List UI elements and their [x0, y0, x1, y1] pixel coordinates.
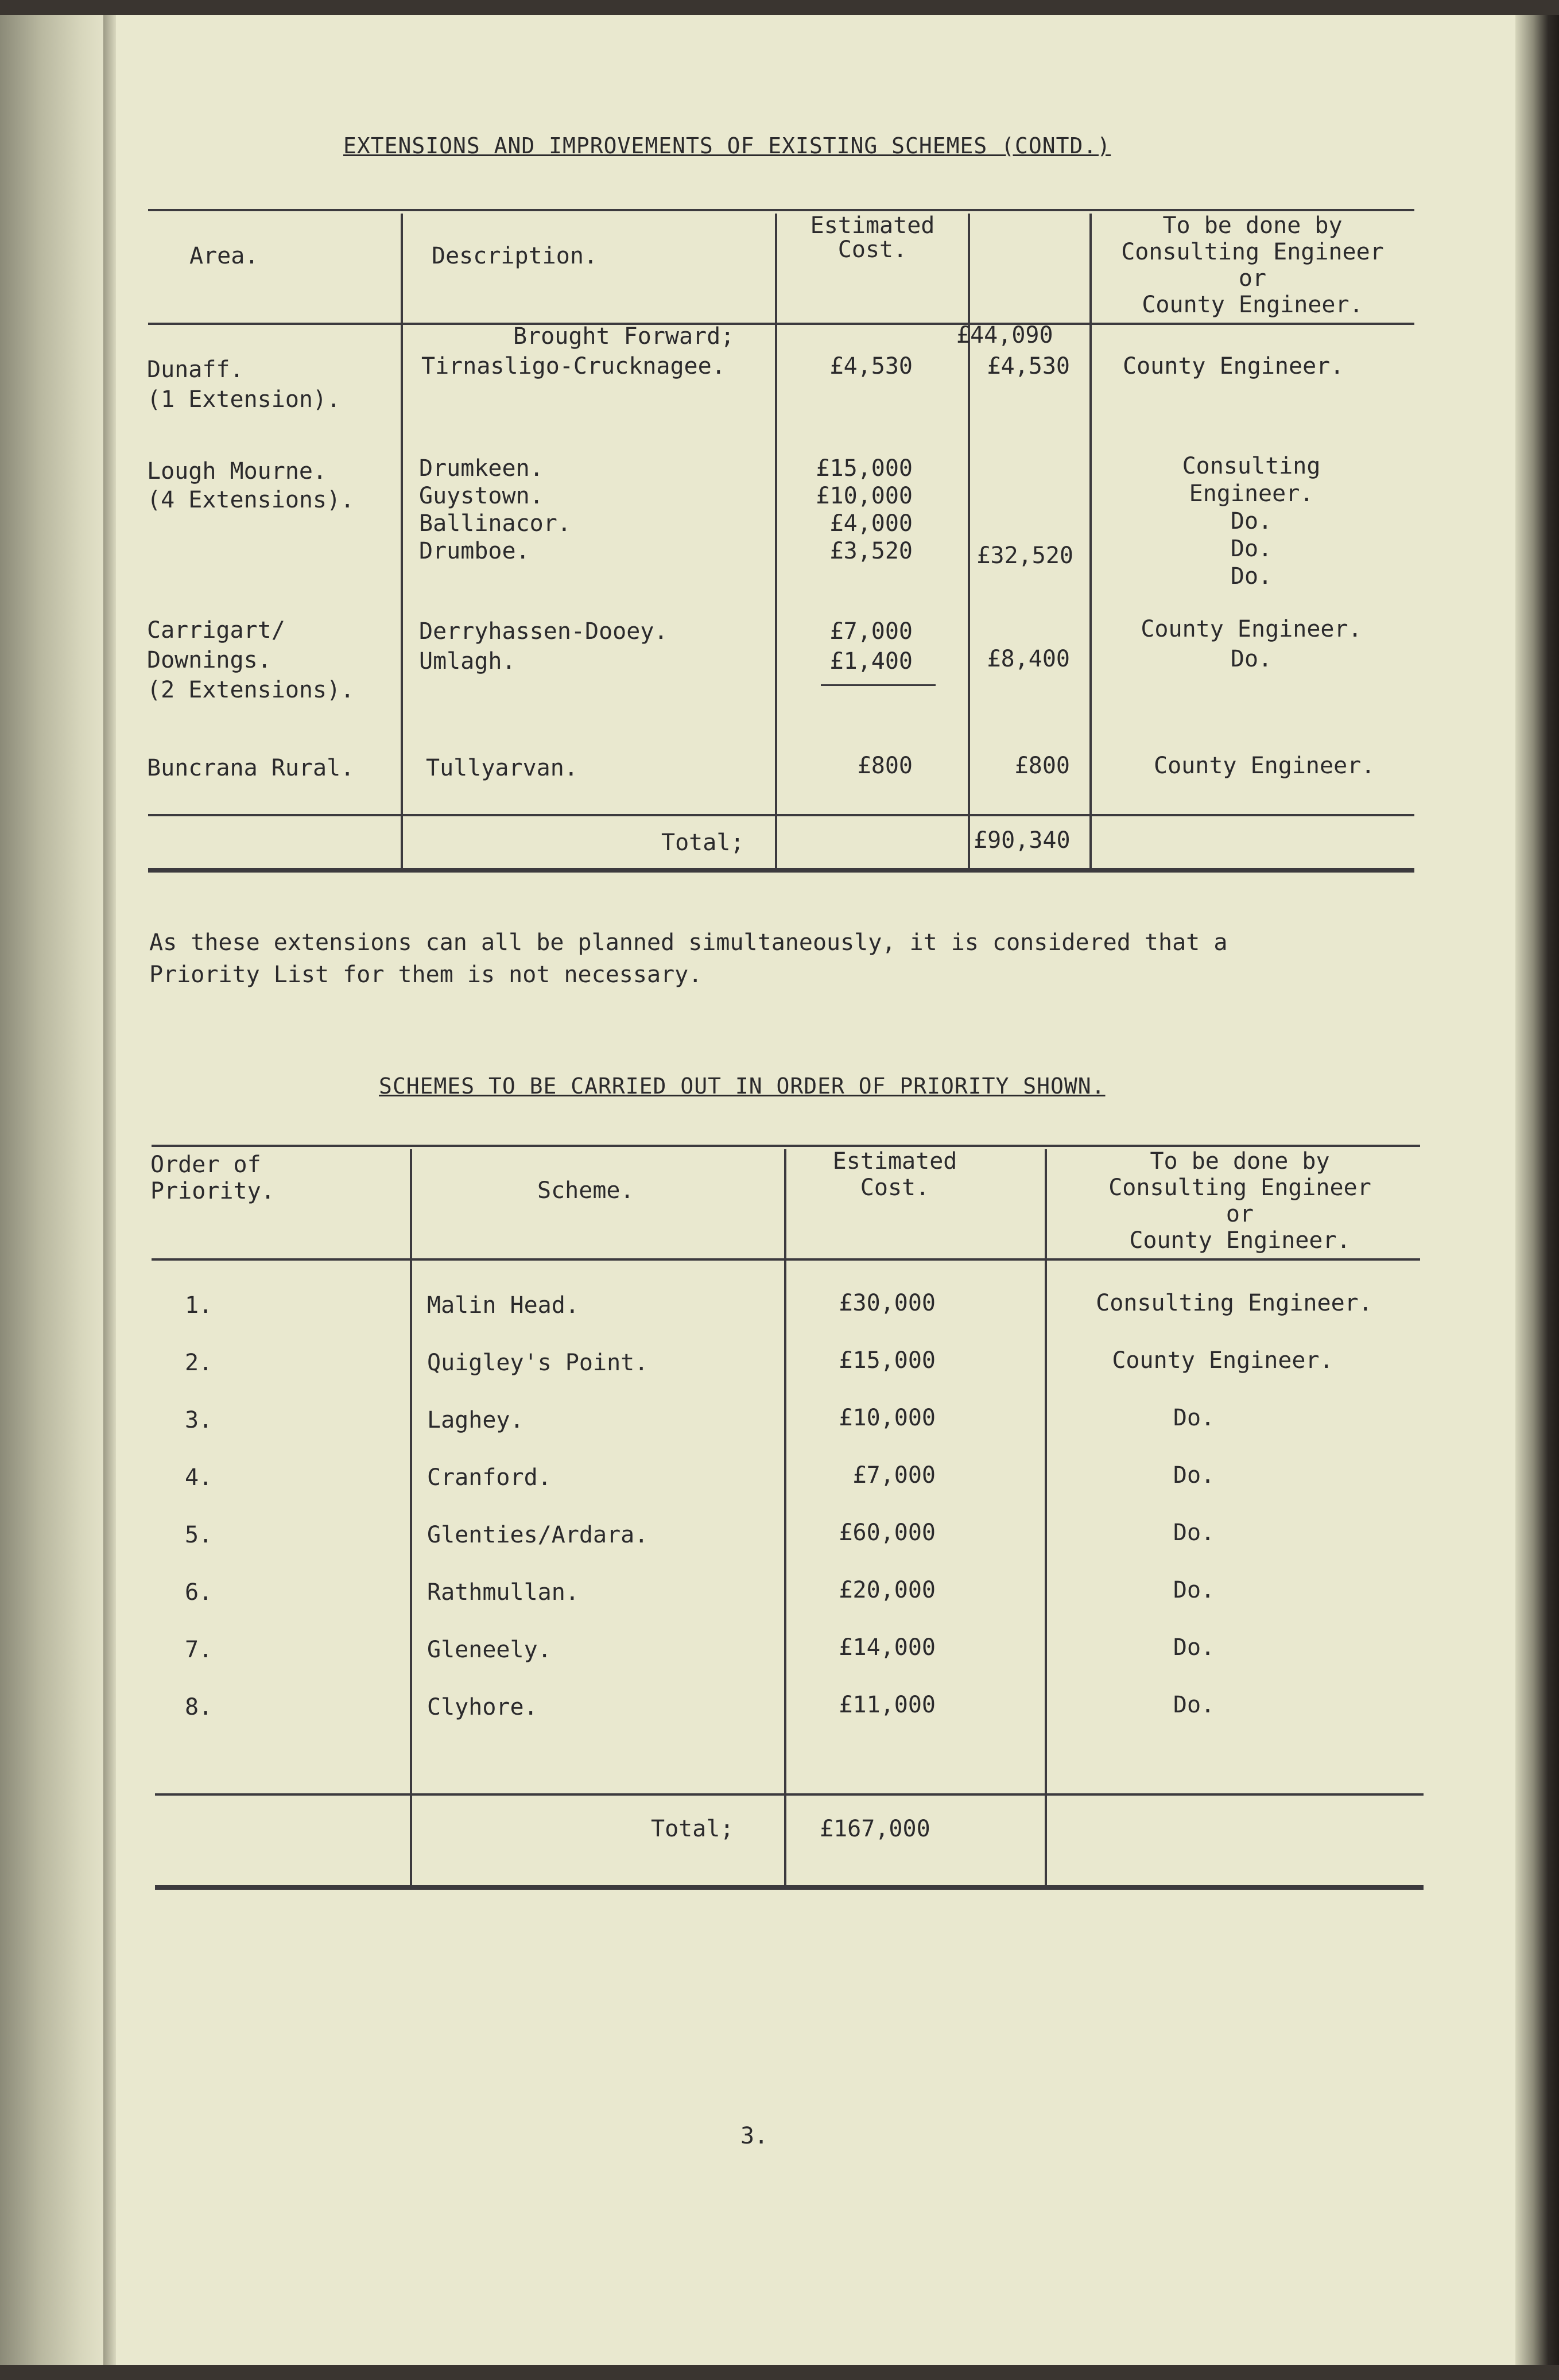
done-by-cell: Consulting Engineer. — [1096, 1290, 1372, 1316]
scheme-cell: Quigley's Point. — [427, 1350, 649, 1376]
total-value: £167,000 — [820, 1816, 930, 1842]
cost-cell: £14,000 — [839, 1634, 936, 1661]
done-by-cell: Consulting Engineer. Do. Do. Do. — [1182, 453, 1321, 590]
order-cell: 6. — [185, 1579, 213, 1606]
scan-bottom-edge — [0, 2365, 1559, 2380]
done-by-cell: Do. — [1173, 1634, 1215, 1661]
done-by-cell: County Engineer. — [1112, 1347, 1333, 1374]
col-header-estimated-cost: Estimated Cost. — [810, 212, 935, 263]
col-header-done-by: To be done by Consulting Engineer or County Engineer. — [1108, 1148, 1371, 1254]
section2-title: SCHEMES TO BE CARRIED OUT IN ORDER OF PRIORITY SHOWN. — [379, 1073, 1106, 1099]
col-header-estimated-cost: Estimated Cost. — [832, 1148, 957, 1201]
binding-gutter — [103, 15, 116, 2365]
scheme-cell: Malin Head. — [427, 1292, 579, 1319]
order-cell: 3. — [185, 1407, 213, 1433]
col-header-done-by: To be done by Consulting Engineer or County Engineer. — [1121, 212, 1384, 318]
table2-total-rule — [155, 1793, 1424, 1796]
done-by-cell: Do. — [1173, 1577, 1215, 1603]
table1-col-divider — [401, 214, 403, 868]
scheme-cell: Clyhore. — [427, 1694, 538, 1720]
col-header-description: Description. — [432, 243, 598, 269]
cost-cell: £15,000 — [839, 1347, 936, 1374]
area-cell: Carrigart/ Downings. (2 Extensions). — [147, 617, 355, 703]
subtotal-underline — [821, 684, 936, 686]
area-cell: Buncrana Rural. — [147, 755, 355, 781]
total-label: Total; — [651, 1816, 734, 1842]
table1-col-divider — [775, 214, 777, 868]
description-cell: Tullyarvan. — [426, 755, 578, 781]
area-cell: Lough Mourne. (4 Extensions). — [147, 458, 355, 513]
subtotal-cell: £800 — [1014, 753, 1070, 779]
col-header-area: Area. — [189, 243, 259, 269]
table2-col-divider — [410, 1149, 412, 1885]
table2-col-divider — [1045, 1149, 1047, 1885]
cost-cell: £800 — [857, 753, 913, 779]
scheme-cell: Gleneely. — [427, 1637, 552, 1663]
done-by-cell: County Engineer. — [1154, 753, 1375, 779]
col-header-scheme: Scheme. — [537, 1177, 634, 1204]
scheme-cell: Cranford. — [427, 1464, 552, 1491]
scan-top-edge — [0, 0, 1559, 15]
page-number: 3. — [740, 2123, 769, 2149]
order-cell: 2. — [185, 1350, 213, 1376]
done-by-cell: County Engineer. — [1123, 353, 1344, 379]
subtotal-cell: £32,520 — [976, 542, 1073, 569]
subtotal-cell: £8,400 — [987, 646, 1070, 672]
order-cell: 4. — [185, 1464, 213, 1491]
right-page-edge — [1515, 15, 1559, 2365]
done-by-cell: Do. — [1173, 1405, 1215, 1431]
cost-cell: £4,530 — [829, 353, 913, 379]
total-label: Total; — [661, 829, 744, 856]
table2-bottom-rule — [155, 1885, 1424, 1890]
done-by-cell: Do. — [1173, 1462, 1215, 1489]
cost-cell: £7,000 £1,400 — [829, 618, 913, 675]
cost-cell: £20,000 — [839, 1577, 936, 1603]
scheme-cell: Laghey. — [427, 1407, 524, 1433]
total-value: £90,340 — [974, 827, 1071, 854]
cost-cell: £60,000 — [839, 1520, 936, 1546]
cost-cell: £30,000 — [839, 1290, 936, 1316]
order-cell: 7. — [185, 1637, 213, 1663]
cost-cell: £10,000 — [839, 1405, 936, 1431]
description-cell: Drumkeen. Guystown. Ballinacor. Drumboe. — [419, 455, 571, 564]
brought-forward-label: Brought Forward; — [513, 323, 735, 350]
cost-cell: £11,000 — [839, 1692, 936, 1718]
description-cell: Tirnasligo-Crucknagee. — [421, 353, 726, 379]
table1-total-rule — [148, 814, 1414, 816]
table2-top-rule — [152, 1145, 1420, 1147]
section1-title: EXTENSIONS AND IMPROVEMENTS OF EXISTING SCHEMES (CONTD.) — [343, 133, 1111, 158]
table2-col-divider — [784, 1149, 786, 1885]
description-cell: Derryhassen-Dooey. Umlagh. — [419, 618, 668, 675]
cost-cell: £7,000 — [852, 1462, 936, 1489]
brought-forward-total: £44,090 — [956, 322, 1053, 348]
order-cell: 8. — [185, 1694, 213, 1720]
subtotal-cell: £4,530 — [987, 353, 1070, 379]
scheme-cell: Glenties/Ardara. — [427, 1522, 649, 1548]
done-by-cell: Do. — [1173, 1520, 1215, 1546]
scheme-cell: Rathmullan. — [427, 1579, 579, 1606]
order-cell: 5. — [185, 1522, 213, 1548]
col-header-order: Order of Priority. — [150, 1152, 275, 1204]
done-by-cell: Do. — [1173, 1692, 1215, 1718]
facing-page-edge — [0, 15, 103, 2365]
area-cell: Dunaff. (1 Extension). — [147, 356, 341, 413]
table1-top-rule — [148, 209, 1414, 211]
done-by-cell: County Engineer. Do. — [1141, 616, 1362, 672]
table1-bottom-rule — [148, 868, 1414, 873]
note-paragraph: As these extensions can all be planned simultaneously, it is considered that a Priority List for them is not necessary. — [149, 929, 1228, 988]
table1-header-rule — [148, 323, 1414, 325]
order-cell: 1. — [185, 1292, 213, 1319]
cost-cell: £15,000 £10,000 £4,000 £3,520 — [816, 455, 913, 564]
